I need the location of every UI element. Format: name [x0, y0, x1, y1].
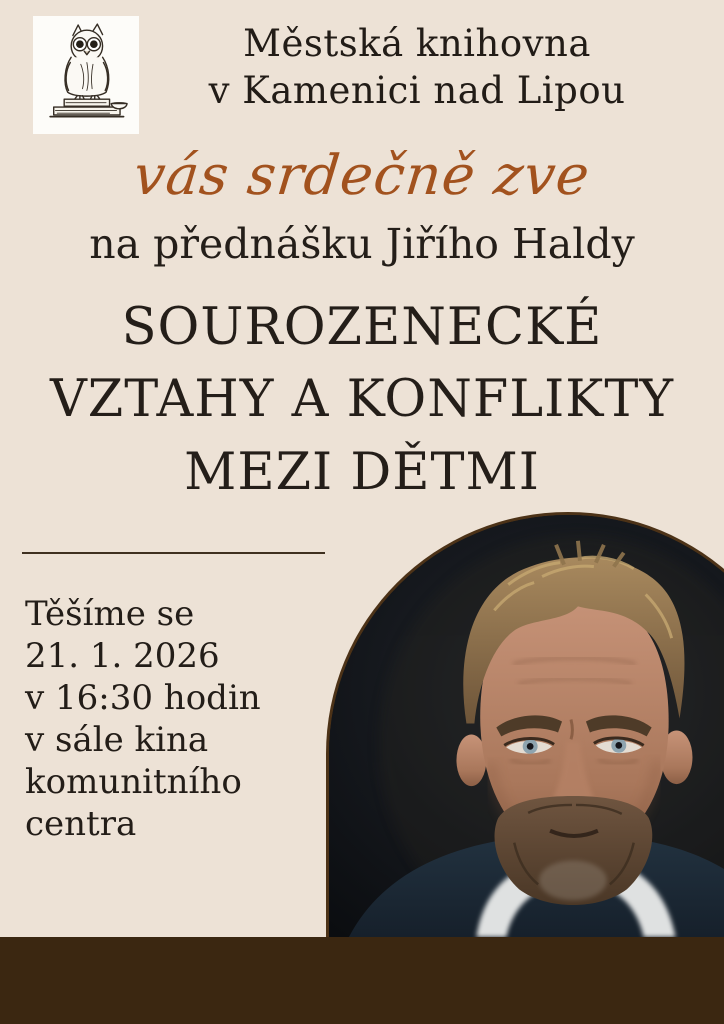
event-details — [25, 593, 261, 845]
detail-closing: Těšíme se — [25, 594, 195, 634]
speaker-portrait-illustration — [329, 515, 724, 937]
detail-venue-line1: v sále kina — [25, 720, 209, 760]
lecture-title-line3: MEZI DĚTMI — [184, 442, 540, 502]
divider-line — [22, 552, 325, 554]
detail-venue-line2: komunitního — [25, 762, 242, 802]
library-name-line2: v Kamenici nad Lipou — [208, 69, 626, 113]
detail-venue-line3: centra — [25, 804, 137, 844]
invitation-script: vás srdečně zve — [130, 143, 594, 207]
library-name — [110, 20, 724, 115]
lecture-intro: na přednášku Jiřího Haldy — [89, 220, 635, 268]
library-name-line1: Městská knihovna — [243, 22, 591, 65]
detail-time: v 16:30 hodin — [25, 678, 261, 718]
detail-date: 21. 1. 2026 — [25, 636, 220, 676]
lecture-title — [0, 292, 724, 509]
lecture-title-line1: SOUROZENECKÉ — [121, 298, 603, 357]
speaker-photo — [326, 512, 724, 937]
lecture-title-line2: VZTAHY A KONFLIKTY — [49, 370, 675, 430]
bottom-bar — [0, 937, 724, 1024]
